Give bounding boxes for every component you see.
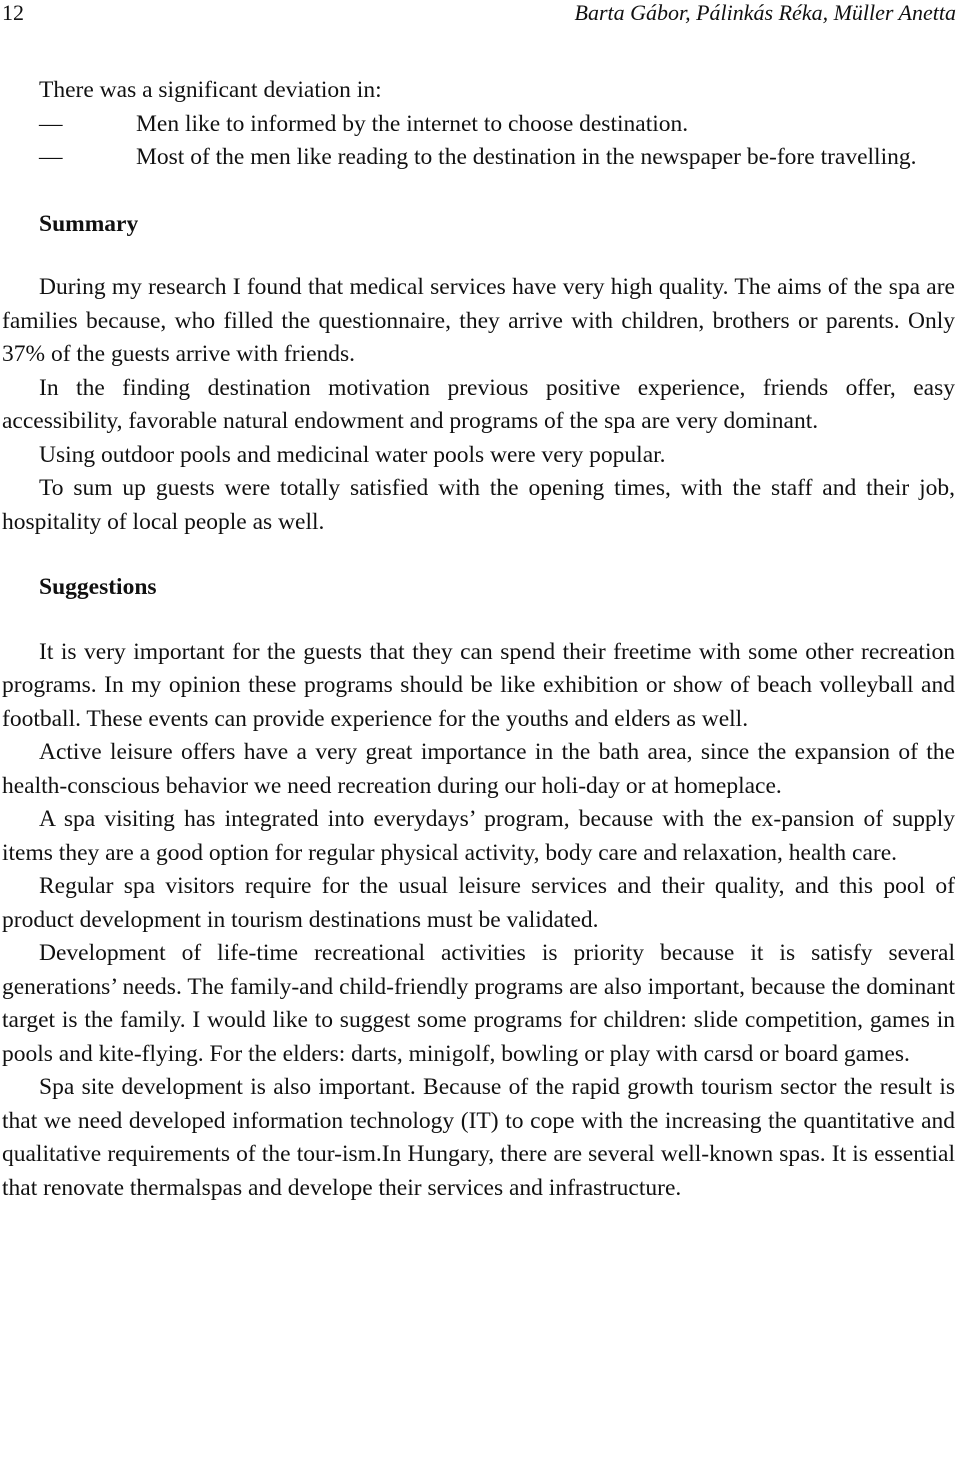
page-body [2, 74, 955, 1205]
running-authors: Barta Gábor, Pálinkás Réka, Müller Anetta [574, 0, 956, 25]
page-number: 12 [2, 0, 24, 25]
deviation-intro: There was a significant deviation in: [39, 77, 382, 103]
deviation-list [2, 108, 955, 175]
summary-paragraph: To sum up guests were totally satisfied with the opening times, with the staff and their job, hospitality of local people as well. [2, 475, 955, 535]
summary-heading: Summary [39, 210, 139, 237]
suggestions-paragraph: Regular spa visitors require for the usual leisure services and their quality, and this pool of product development in tourism destinations must be validated. [2, 873, 955, 933]
suggestions-paragraph: Active leisure offers have a very great importance in the bath area, since the expansion of the health-conscious behavior we need recreation during our holi-day or at homeplace. [2, 739, 955, 799]
list-item-text: Most of the men like reading to the destination in the newspaper be-fore travelling. [136, 144, 917, 170]
suggestions-paragraph: It is very important for the guests that they can spend their freetime with some other recreation programs. In my opinion these programs should be like exhibition or show of beach volleyball and football. These events can provide experience for the youths and elders as well. [2, 638, 955, 732]
summary-paragraph: Using outdoor pools and medicinal water pools were very popular. [39, 441, 666, 468]
suggestions-paragraph: Development of life-time recreational activities is priority because it is satisfy several generations’ needs. The family-and child-friendly programs are also important, because the dominant target is the family. I would like to suggest some programs for children: slide competition, games in pools and kite-flying. For the elders: darts, minigolf, bowling or play with carsd or board games. [2, 940, 955, 1067]
summary-paragraph: In the finding destination motivation previous positive experience, friends offer, easy accessibility, favorable natural endowment and programs of the spa are very dominant. [2, 374, 955, 434]
running-header [0, 0, 960, 28]
suggestions-heading: Suggestions [39, 574, 157, 600]
list-item-text: Men like to informed by the internet to choose destination. [136, 110, 689, 137]
list-item [39, 108, 955, 142]
dash-bullet-icon: — [39, 144, 63, 170]
summary-paragraph: During my research I found that medical services have very high quality. The aims of the spa are families because, who filled the questionnaire, they arrive with children, brothers or parents. Only 37% of the guests arrive with friends. [2, 274, 955, 367]
suggestions-paragraph: Spa site development is also important. Because of the rapid growth tourism sector the result is that we need developed information technology (IT) to cope with the increasing the quantitative and qualitative requirements of the tour-ism.In Hungary, there are several well-known spas. It is essential that renovate thermalspas and develope their services and infrastructure. [2, 1074, 955, 1201]
list-item [39, 141, 955, 175]
suggestions-paragraph: A spa visiting has integrated into everydays’ program, because with the ex-pansion of supply items they are a good option for regular physical activity, body care and relaxation, health care. [2, 806, 955, 866]
dash-bullet-icon: — [39, 110, 63, 137]
